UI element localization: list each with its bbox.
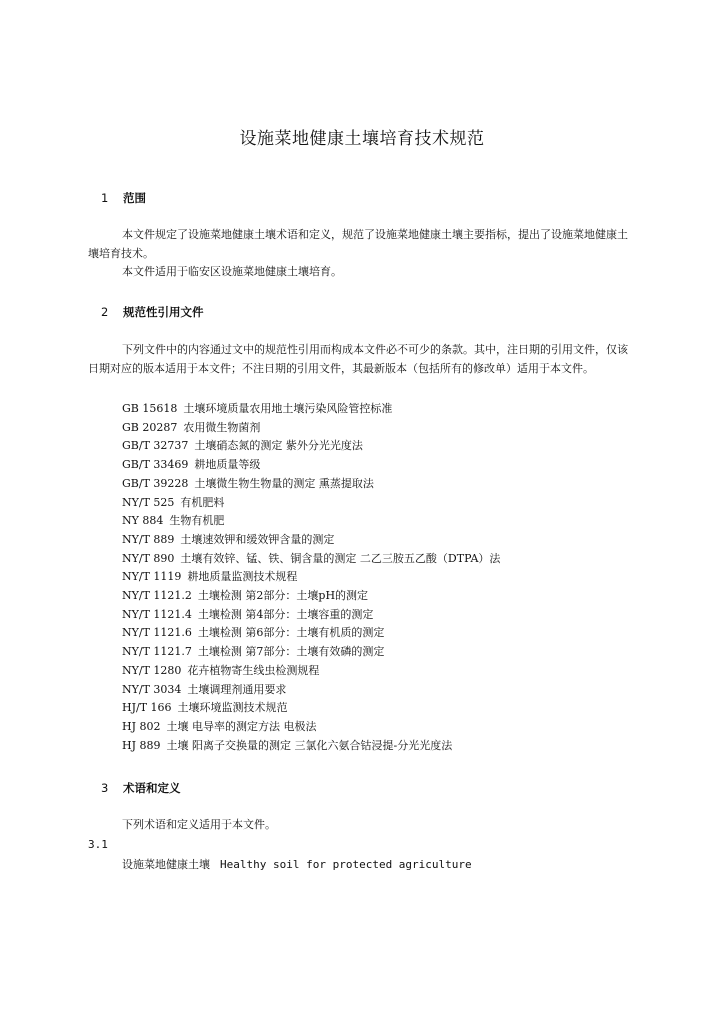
reference-name: 土壤 电导率的测定方法 电极法: [166, 719, 317, 733]
section-title: 范围: [123, 191, 147, 205]
normative-reference-list: [122, 400, 500, 755]
reference-code: NY/T 1121.7: [122, 645, 192, 659]
reference-name: 耕地质量监测技术规程: [187, 570, 298, 584]
reference-item: [122, 643, 500, 662]
reference-name: 土壤硝态氮的测定 紫外分光光度法: [194, 439, 363, 453]
reference-code: GB/T 39228: [122, 476, 189, 490]
reference-code: NY/T 1121.4: [122, 607, 192, 621]
term-entry: [122, 856, 472, 872]
reference-code: GB 20287: [122, 420, 178, 434]
reference-name: 土壤速效钾和缓效钾含量的测定: [180, 532, 335, 546]
reference-code: NY/T 1119: [122, 570, 182, 584]
reference-name: 农用微生物菌剂: [183, 420, 261, 434]
reference-item: [122, 606, 500, 625]
section-number: 1: [101, 191, 109, 205]
terms-intro-paragraph: 下列术语和定义适用于本文件。: [122, 818, 276, 831]
reference-item: [122, 662, 500, 681]
reference-item: [122, 400, 500, 419]
reference-name: 土壤检测 第2部分：土壤pH的测定: [197, 589, 369, 603]
reference-name: 生物有机肥: [169, 514, 225, 528]
reference-name: 土壤检测 第7部分：土壤有效磷的测定: [197, 645, 385, 659]
reference-name: 土壤 阳离子交换量的测定 三氯化六氨合钴浸提-分光光度法: [166, 738, 453, 752]
section-title: 术语和定义: [123, 781, 181, 795]
reference-name: 土壤环境质量农用地土壤污染风险管控标准: [183, 402, 393, 415]
reference-item: [122, 494, 500, 513]
reference-name: 土壤调理剂通用要求: [187, 682, 287, 696]
reference-item: [122, 419, 500, 438]
reference-name: 土壤检测 第6部分：土壤有机质的测定: [197, 626, 385, 640]
reference-item: [122, 699, 500, 718]
reference-item: [122, 718, 500, 737]
reference-name: 耕地质量等级: [194, 458, 261, 472]
reference-name: 有机肥料: [180, 495, 225, 509]
reference-item: [122, 456, 500, 475]
term-english: Healthy soil for protected agriculture: [220, 858, 472, 871]
reference-item: [122, 624, 500, 643]
section-3-heading: [101, 780, 181, 796]
reference-code: NY/T 1280: [122, 663, 182, 677]
reference-item: [122, 475, 500, 494]
reference-code: NY/T 3034: [122, 682, 182, 696]
reference-code: GB/T 32737: [122, 439, 189, 453]
reference-code: NY/T 525: [122, 495, 175, 509]
term-chinese: 设施菜地健康土壤: [122, 858, 210, 871]
reference-item: [122, 568, 500, 587]
applicability-paragraph: 本文件适用于临安区设施菜地健康土壤培育。: [122, 265, 342, 278]
reference-code: NY/T 1121.2: [122, 589, 192, 603]
reference-item: [122, 587, 500, 606]
reference-item: [122, 512, 500, 531]
reference-name: 花卉植物寄生线虫检测规程: [187, 663, 320, 677]
section-1-heading: [101, 190, 146, 206]
reference-code: GB/T 33469: [122, 458, 189, 472]
section-number: 2: [101, 305, 109, 319]
scope-paragraph: 本文件规定了设施菜地健康土壤术语和定义，规范了设施菜地健康土壤主要指标，提出了设施菜地健康土壤培育技术。: [88, 228, 628, 260]
reference-code: GB 15618: [122, 402, 178, 415]
reference-name: 土壤检测 第4部分：土壤容重的测定: [197, 607, 374, 621]
clause-number: 3.1: [88, 838, 108, 851]
reference-name: 土壤环境监测技术规范: [177, 701, 288, 715]
reference-code: HJ 802: [122, 719, 161, 733]
reference-item: [122, 550, 500, 569]
reference-code: NY/T 1121.6: [122, 626, 192, 640]
reference-item: [122, 437, 500, 456]
reference-item: [122, 681, 500, 700]
reference-code: NY/T 889: [122, 532, 175, 546]
reference-code: HJ 889: [122, 738, 161, 752]
reference-code: HJ/T 166: [122, 701, 172, 715]
reference-name: 土壤有效锌、锰、铁、铜含量的测定 二乙三胺五乙酸（DTPA）法: [180, 551, 501, 565]
section-2-heading: [101, 304, 204, 320]
reference-code: NY 884: [122, 514, 164, 528]
references-intro-paragraph: 下列文件中的内容通过文中的规范性引用而构成本文件必不可少的条款。其中，注日期的引用文件，仅该日期对应的版本适用于本文件；不注日期的引用文件，其最新版本（包括所有的修改单）适用于本文件。: [88, 343, 628, 375]
reference-code: NY/T 890: [122, 551, 175, 565]
section-title: 规范性引用文件: [123, 305, 204, 319]
document-title: 设施菜地健康土壤培育技术规范: [239, 129, 485, 149]
reference-item: [122, 531, 500, 550]
reference-item: [122, 737, 500, 756]
section-number: 3: [101, 781, 109, 795]
reference-name: 土壤微生物生物量的测定 熏蒸提取法: [194, 476, 374, 490]
